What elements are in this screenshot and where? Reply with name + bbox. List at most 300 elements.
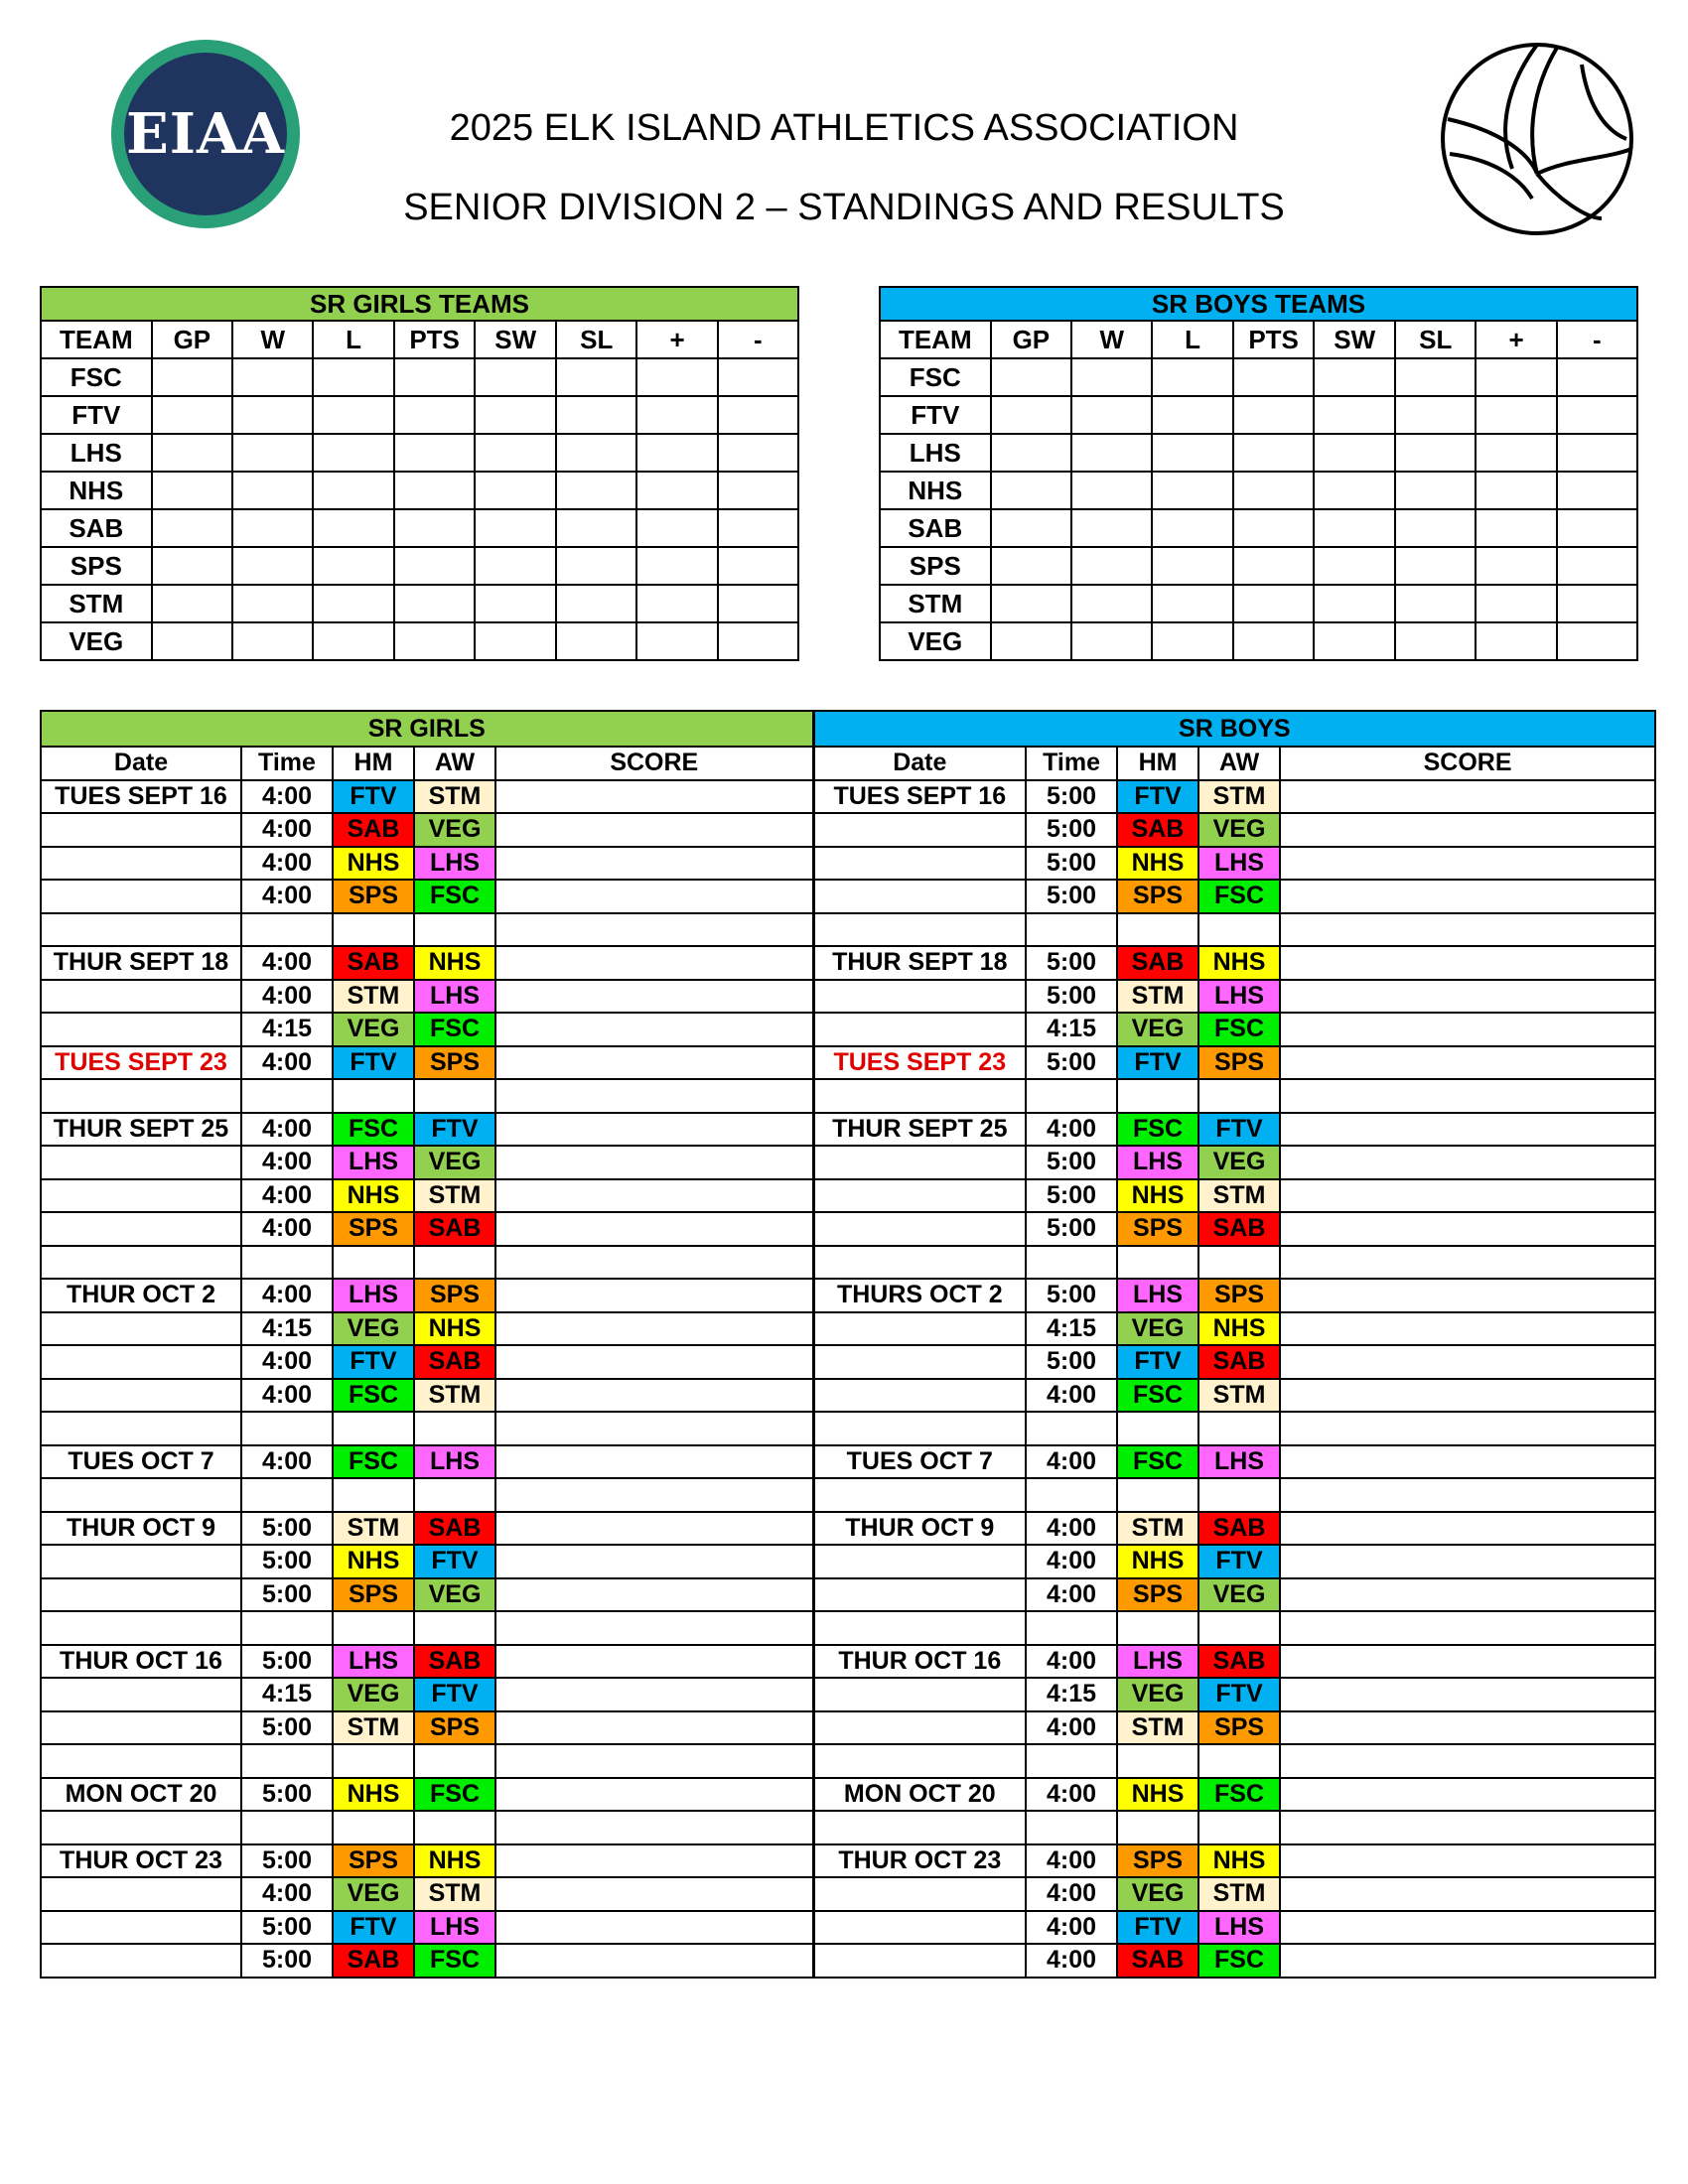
date-cell <box>41 980 241 1014</box>
date-cell <box>813 1545 1026 1578</box>
score-cell <box>495 1046 813 1080</box>
home-team-cell: LHS <box>333 1146 414 1179</box>
time-cell <box>1026 1079 1117 1113</box>
schedule-row <box>41 1911 1655 1945</box>
time-cell: 5:00 <box>1026 1046 1117 1080</box>
date-cell <box>813 913 1026 947</box>
stat-cell <box>475 434 556 472</box>
stat-cell <box>1557 472 1637 509</box>
score-cell <box>1280 1379 1655 1413</box>
stat-cell <box>991 358 1072 396</box>
time-cell <box>1026 913 1117 947</box>
home-team-cell: FTV <box>333 1046 414 1080</box>
schedule-row <box>41 1445 1655 1479</box>
stat-cell <box>556 509 636 547</box>
away-team-cell: FSC <box>414 1778 495 1812</box>
schedule-row <box>41 1113 1655 1147</box>
stat-cell <box>991 396 1072 434</box>
page-subtitle: SENIOR DIVISION 2 – STANDINGS AND RESULTS <box>403 187 1285 228</box>
schedule-row <box>41 1578 1655 1612</box>
away-team-cell: FSC <box>1198 1778 1280 1812</box>
home-team-cell <box>333 913 414 947</box>
away-team-cell: FTV <box>414 1113 495 1147</box>
date-cell <box>41 1312 241 1346</box>
home-team-cell <box>1117 1811 1198 1844</box>
stat-cell <box>1395 622 1476 660</box>
team-name: STM <box>41 585 152 622</box>
date-cell <box>41 1678 241 1711</box>
home-team-cell <box>333 1811 414 1844</box>
team-name: SAB <box>41 509 152 547</box>
stat-cell <box>556 622 636 660</box>
home-team-cell <box>1117 1478 1198 1512</box>
away-team-cell: FSC <box>1198 1013 1280 1046</box>
col-team: TEAM <box>41 321 152 358</box>
date-cell: TUES SEPT 16 <box>813 780 1026 814</box>
team-name: STM <box>880 585 991 622</box>
home-team-cell: SPS <box>333 1578 414 1612</box>
date-cell: THUR OCT 9 <box>41 1512 241 1546</box>
date-cell: THUR OCT 16 <box>41 1645 241 1679</box>
score-cell <box>495 1013 813 1046</box>
schedule-row <box>41 946 1655 980</box>
away-team-cell: STM <box>414 780 495 814</box>
date-cell <box>41 1711 241 1745</box>
away-team-cell: SAB <box>1198 1512 1280 1546</box>
schedule-row <box>41 1212 1655 1246</box>
home-team-cell: VEG <box>1117 1678 1198 1711</box>
stat-cell <box>991 472 1072 509</box>
score-cell <box>1280 880 1655 913</box>
away-team-cell: VEG <box>414 1578 495 1612</box>
stat-cell <box>313 434 393 472</box>
home-team-cell: SAB <box>1117 813 1198 847</box>
standings-row <box>880 358 1637 396</box>
home-team-cell: LHS <box>1117 1645 1198 1679</box>
time-cell <box>1026 1611 1117 1645</box>
schedule-row <box>41 780 1655 814</box>
stat-cell <box>636 434 717 472</box>
stat-cell <box>718 585 798 622</box>
team-name: SAB <box>880 509 991 547</box>
stat-cell <box>1233 472 1315 509</box>
stat-cell <box>991 622 1072 660</box>
date-cell: THUR OCT 23 <box>41 1844 241 1878</box>
away-team-cell: LHS <box>414 1445 495 1479</box>
stat-cell <box>1395 434 1476 472</box>
time-cell: 4:00 <box>241 1345 333 1379</box>
time-cell: 4:00 <box>241 1379 333 1413</box>
score-cell <box>1280 1844 1655 1878</box>
col-gp: GP <box>152 321 233 358</box>
home-team-cell: SAB <box>1117 1944 1198 1978</box>
away-team-cell: STM <box>414 1179 495 1213</box>
stat-cell <box>1152 434 1232 472</box>
date-cell: TUES SEPT 16 <box>41 780 241 814</box>
col-l: L <box>313 321 393 358</box>
time-cell: 4:00 <box>1026 1113 1117 1147</box>
date-cell <box>41 1478 241 1512</box>
time-cell: 4:00 <box>1026 1645 1117 1679</box>
schedule-row <box>41 1146 1655 1179</box>
time-cell: 5:00 <box>1026 1146 1117 1179</box>
stat-cell <box>1557 585 1637 622</box>
score-cell <box>495 1212 813 1246</box>
away-team-cell: STM <box>1198 1379 1280 1413</box>
date-cell: MON OCT 20 <box>813 1778 1026 1812</box>
time-cell: 4:15 <box>1026 1013 1117 1046</box>
home-team-cell: VEG <box>333 1312 414 1346</box>
score-cell <box>1280 1678 1655 1711</box>
stat-cell <box>718 547 798 585</box>
score-cell <box>1280 1013 1655 1046</box>
stat-cell <box>1314 472 1395 509</box>
score-cell <box>1280 847 1655 881</box>
time-cell: 5:00 <box>1026 1179 1117 1213</box>
away-team-cell: FTV <box>414 1678 495 1711</box>
schedule-row <box>41 847 1655 881</box>
col-date: Date <box>41 747 241 780</box>
away-team-cell: FTV <box>1198 1113 1280 1147</box>
date-cell <box>813 1212 1026 1246</box>
date-cell <box>813 1611 1026 1645</box>
col-gp: GP <box>991 321 1072 358</box>
boys-standings-header-row <box>880 321 1637 358</box>
away-team-cell <box>414 1246 495 1280</box>
home-team-cell: VEG <box>333 1877 414 1911</box>
col-aw: AW <box>1198 747 1280 780</box>
home-team-cell <box>333 1611 414 1645</box>
date-cell <box>813 1246 1026 1280</box>
score-cell <box>1280 1279 1655 1312</box>
stat-cell <box>152 434 233 472</box>
time-cell <box>1026 1811 1117 1844</box>
schedule-row <box>41 1744 1655 1778</box>
home-team-cell: SPS <box>333 880 414 913</box>
home-team-cell: STM <box>333 1512 414 1546</box>
stat-cell <box>718 509 798 547</box>
date-cell <box>813 1811 1026 1844</box>
score-cell <box>495 813 813 847</box>
time-cell: 4:00 <box>1026 1578 1117 1612</box>
col-hm: HM <box>1117 747 1198 780</box>
stat-cell <box>636 622 717 660</box>
time-cell <box>1026 1744 1117 1778</box>
boys-schedule-title: SR BOYS <box>813 711 1655 747</box>
away-team-cell: FSC <box>414 1944 495 1978</box>
standings-row <box>41 509 798 547</box>
standings-row <box>41 472 798 509</box>
home-team-cell <box>333 1246 414 1280</box>
schedule-row <box>41 1312 1655 1346</box>
away-team-cell: STM <box>414 1379 495 1413</box>
time-cell: 4:00 <box>241 1445 333 1479</box>
time-cell: 5:00 <box>241 1545 333 1578</box>
date-cell: TUES OCT 7 <box>41 1445 241 1479</box>
stat-cell <box>1152 622 1232 660</box>
time-cell: 4:00 <box>241 847 333 881</box>
date-cell: TUES SEPT 23 <box>813 1046 1026 1080</box>
date-cell <box>813 1146 1026 1179</box>
time-cell <box>241 913 333 947</box>
stat-cell <box>1476 547 1556 585</box>
standings-row <box>880 509 1637 547</box>
time-cell: 4:00 <box>241 1146 333 1179</box>
date-cell <box>813 847 1026 881</box>
time-cell: 4:00 <box>1026 1844 1117 1878</box>
stat-cell <box>475 509 556 547</box>
score-cell <box>495 1811 813 1844</box>
away-team-cell: STM <box>1198 780 1280 814</box>
col-sw: SW <box>475 321 556 358</box>
stat-cell <box>1071 472 1152 509</box>
away-team-cell: STM <box>1198 1179 1280 1213</box>
away-team-cell: SPS <box>414 1279 495 1312</box>
stat-cell <box>636 472 717 509</box>
stat-cell <box>1071 509 1152 547</box>
time-cell: 4:15 <box>1026 1312 1117 1346</box>
col-time: Time <box>1026 747 1117 780</box>
score-cell <box>495 946 813 980</box>
time-cell <box>1026 1478 1117 1512</box>
time-cell: 4:15 <box>241 1312 333 1346</box>
time-cell: 4:00 <box>241 1046 333 1080</box>
away-team-cell: NHS <box>414 1844 495 1878</box>
date-cell: THUR OCT 16 <box>813 1645 1026 1679</box>
score-cell <box>495 1279 813 1312</box>
score-cell <box>1280 1578 1655 1612</box>
score-cell <box>495 880 813 913</box>
time-cell: 4:00 <box>1026 1711 1117 1745</box>
col-minus: - <box>718 321 798 358</box>
home-team-cell: NHS <box>1117 1778 1198 1812</box>
time-cell <box>241 1811 333 1844</box>
date-cell <box>41 1146 241 1179</box>
col-date: Date <box>813 747 1026 780</box>
team-name: VEG <box>880 622 991 660</box>
time-cell: 5:00 <box>241 1911 333 1945</box>
stat-cell <box>1233 434 1315 472</box>
home-team-cell: VEG <box>333 1678 414 1711</box>
stat-cell <box>1557 396 1637 434</box>
time-cell: 4:00 <box>1026 1379 1117 1413</box>
time-cell: 5:00 <box>241 1944 333 1978</box>
time-cell: 4:00 <box>241 1877 333 1911</box>
time-cell <box>241 1412 333 1445</box>
score-cell <box>495 1545 813 1578</box>
home-team-cell <box>333 1079 414 1113</box>
col-l: L <box>1152 321 1232 358</box>
home-team-cell: NHS <box>1117 1545 1198 1578</box>
away-team-cell: STM <box>1198 1877 1280 1911</box>
home-team-cell: FSC <box>333 1379 414 1413</box>
date-cell <box>813 1379 1026 1413</box>
away-team-cell: NHS <box>1198 1844 1280 1878</box>
score-cell <box>495 980 813 1014</box>
score-cell <box>1280 1645 1655 1679</box>
date-cell <box>813 1911 1026 1945</box>
schedule-row <box>41 1778 1655 1812</box>
home-team-cell: STM <box>1117 1512 1198 1546</box>
away-team-cell: VEG <box>1198 813 1280 847</box>
date-cell: THUR OCT 9 <box>813 1512 1026 1546</box>
time-cell: 4:00 <box>1026 1877 1117 1911</box>
away-team-cell <box>414 1744 495 1778</box>
away-team-cell: SAB <box>1198 1345 1280 1379</box>
time-cell <box>241 1079 333 1113</box>
stat-cell <box>1233 622 1315 660</box>
away-team-cell: LHS <box>1198 1445 1280 1479</box>
away-team-cell: FSC <box>414 880 495 913</box>
schedule-row <box>41 880 1655 913</box>
stat-cell <box>232 434 313 472</box>
girls-standings-table <box>40 286 799 661</box>
stat-cell <box>1314 434 1395 472</box>
away-team-cell <box>1198 1478 1280 1512</box>
away-team-cell: LHS <box>1198 980 1280 1014</box>
home-team-cell: LHS <box>1117 1146 1198 1179</box>
date-cell <box>813 1711 1026 1745</box>
stat-cell <box>991 547 1072 585</box>
date-cell: THUR OCT 23 <box>813 1844 1026 1878</box>
away-team-cell <box>1198 1611 1280 1645</box>
stat-cell <box>1476 509 1556 547</box>
stat-cell <box>232 396 313 434</box>
away-team-cell: SPS <box>414 1711 495 1745</box>
time-cell: 4:00 <box>1026 1512 1117 1546</box>
date-cell: TUES SEPT 23 <box>41 1046 241 1080</box>
home-team-cell: FSC <box>333 1113 414 1147</box>
away-team-cell: VEG <box>1198 1146 1280 1179</box>
date-cell <box>41 1412 241 1445</box>
away-team-cell <box>414 1611 495 1645</box>
score-cell <box>495 1379 813 1413</box>
score-cell <box>495 1246 813 1280</box>
away-team-cell: LHS <box>414 847 495 881</box>
stat-cell <box>152 396 233 434</box>
away-team-cell <box>414 913 495 947</box>
home-team-cell: SPS <box>1117 1578 1198 1612</box>
schedule-row <box>41 1046 1655 1080</box>
standings-row <box>41 396 798 434</box>
stat-cell <box>475 622 556 660</box>
score-cell <box>495 1345 813 1379</box>
standings-row <box>41 547 798 585</box>
home-team-cell: FTV <box>1117 1046 1198 1080</box>
score-cell <box>495 1113 813 1147</box>
stat-cell <box>1557 622 1637 660</box>
date-cell: THUR SEPT 18 <box>41 946 241 980</box>
home-team-cell <box>1117 1412 1198 1445</box>
home-team-cell <box>1117 1246 1198 1280</box>
home-team-cell: VEG <box>1117 1312 1198 1346</box>
team-name: FSC <box>41 358 152 396</box>
date-cell <box>41 1179 241 1213</box>
stat-cell <box>1314 396 1395 434</box>
col-minus: - <box>1557 321 1637 358</box>
schedule-row <box>41 1246 1655 1280</box>
home-team-cell <box>333 1744 414 1778</box>
home-team-cell: STM <box>333 980 414 1014</box>
stat-cell <box>152 547 233 585</box>
time-cell <box>241 1744 333 1778</box>
boys-standings-table <box>879 286 1638 661</box>
date-cell <box>41 1345 241 1379</box>
date-cell: THURS OCT 2 <box>813 1279 1026 1312</box>
home-team-cell: FSC <box>1117 1445 1198 1479</box>
score-cell <box>495 1844 813 1878</box>
home-team-cell: NHS <box>333 1778 414 1812</box>
time-cell: 5:00 <box>1026 1345 1117 1379</box>
home-team-cell: NHS <box>333 1545 414 1578</box>
time-cell: 5:00 <box>1026 813 1117 847</box>
away-team-cell: SAB <box>1198 1645 1280 1679</box>
stat-cell <box>1314 547 1395 585</box>
col-w: W <box>1071 321 1152 358</box>
stat-cell <box>636 547 717 585</box>
home-team-cell <box>1117 1079 1198 1113</box>
away-team-cell: FTV <box>1198 1678 1280 1711</box>
time-cell: 5:00 <box>241 1578 333 1612</box>
date-cell <box>813 1944 1026 1978</box>
schedule-row <box>41 1079 1655 1113</box>
schedule-header-row <box>41 747 1655 780</box>
time-cell: 5:00 <box>1026 980 1117 1014</box>
schedule-row <box>41 1179 1655 1213</box>
stat-cell <box>1476 622 1556 660</box>
stat-cell <box>1557 547 1637 585</box>
home-team-cell: SAB <box>333 946 414 980</box>
stat-cell <box>394 622 476 660</box>
stat-cell <box>1395 509 1476 547</box>
score-cell <box>1280 1079 1655 1113</box>
time-cell: 4:00 <box>241 880 333 913</box>
schedule-row <box>41 913 1655 947</box>
score-cell <box>1280 1778 1655 1812</box>
team-name: SPS <box>880 547 991 585</box>
score-cell <box>495 1445 813 1479</box>
stat-cell <box>394 472 476 509</box>
col-hm: HM <box>333 747 414 780</box>
team-name: FSC <box>880 358 991 396</box>
away-team-cell: FTV <box>414 1545 495 1578</box>
time-cell: 5:00 <box>241 1645 333 1679</box>
date-cell <box>41 1545 241 1578</box>
home-team-cell: FTV <box>1117 1345 1198 1379</box>
stat-cell <box>1233 547 1315 585</box>
stat-cell <box>556 547 636 585</box>
stat-cell <box>1476 472 1556 509</box>
stat-cell <box>1314 585 1395 622</box>
score-cell <box>495 1645 813 1679</box>
date-cell <box>41 1611 241 1645</box>
stat-cell <box>232 547 313 585</box>
stat-cell <box>1071 358 1152 396</box>
score-cell <box>1280 1146 1655 1179</box>
date-cell: THUR SEPT 25 <box>41 1113 241 1147</box>
date-cell <box>813 1578 1026 1612</box>
stat-cell <box>1476 358 1556 396</box>
score-cell <box>1280 1911 1655 1945</box>
standings-row <box>880 472 1637 509</box>
score-cell <box>495 1412 813 1445</box>
date-cell <box>41 1212 241 1246</box>
date-cell <box>813 1013 1026 1046</box>
stat-cell <box>1233 509 1315 547</box>
col-aw: AW <box>414 747 495 780</box>
schedule-row <box>41 1811 1655 1844</box>
team-name: VEG <box>41 622 152 660</box>
